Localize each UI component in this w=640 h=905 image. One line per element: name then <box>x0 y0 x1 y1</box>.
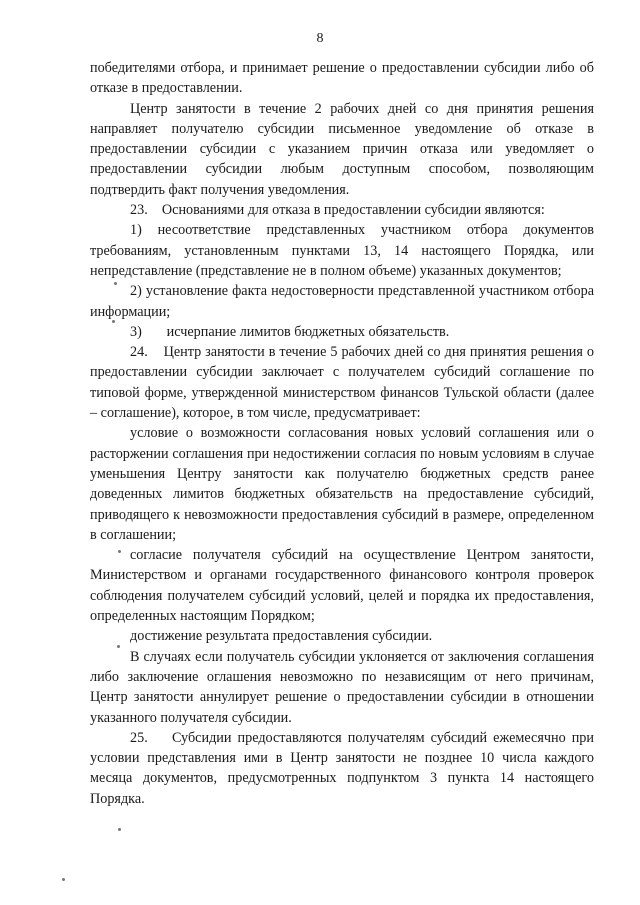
scan-speck <box>112 320 115 323</box>
paragraph-23-item-1: 1) несоответствие представленных участником отбора документов требованиям, установленным пунктами 13, 14 настоящего Порядка, или непредставление (представление не в полном объеме) указанных документов; <box>90 222 594 279</box>
page-number: 8 <box>316 31 324 46</box>
paragraph-24-condition-2: согласие получателя субсидий на осуществление Центром занятости, Министерством и органами государственного финансового контроля проверок соблюдения получателем субсидий условий, целей и порядка их предоставления, определенных настоящим Порядком; <box>90 547 594 625</box>
scan-speck <box>62 878 65 881</box>
paragraph-23: 23. Основаниями для отказа в предоставлении субсидии являются: <box>130 202 545 219</box>
paragraph-24: 24. Центр занятости в течение 5 рабочих дней со дня принятия решения о предоставлении субсидии заключает с получателем субсидий соглашение по типовой форме, утвержденной министерством финансов Тульской области (далее – соглашение), которое, в том числе, предусматривает: <box>90 344 594 422</box>
paragraph-24-condition-1: условие о возможности согласования новых условий соглашения или о расторжении соглашения при недостижении согласия по новым условиям в случае уменьшения Центру занятости как получателю бюджетных средств ранее доведенных лимитов бюджетных обязательств на предоставление субсидий, приводящего к невозможности предоставления субсидий в размере, определенном в соглашении; <box>90 425 594 543</box>
paragraph-23-item-2: 2) установление факта недостоверности представленной участником отбора информации; <box>90 283 594 320</box>
paragraph-25: 25. Субсидии предоставляются получателям субсидий ежемесячно при условии представления ими в Центр занятости не позднее 10 числа каждого месяца документов, предусмотренных подпунктом 3 пункта 14 настоящего Порядка. <box>90 729 594 807</box>
scan-speck <box>118 550 121 553</box>
scan-speck <box>118 828 121 831</box>
paragraph-24-evasion: В случаях если получатель субсидии уклоняется от заключения соглашения либо заключение оглашения невозможно по независящим от него причинам, Центр занятости аннулирует решение о предоставлении субсидии в отношении указанного получателя субсидии. <box>90 648 594 726</box>
paragraph-notification: Центр занятости в течение 2 рабочих дней со дня принятия решения направляет получателю субсидии письменное уведомление об отказе в предоставлении субсидии с указанием причин отказа или уведомляет о предоставлении субсидии любым доступным способом, позволяющим подтвердить факт получения уведомления. <box>90 100 594 198</box>
paragraph-23-item-3: 3) исчерпание лимитов бюджетных обязательств. <box>130 323 450 340</box>
scan-speck <box>114 282 117 285</box>
paragraph-24-condition-3: достижение результата предоставления субсидии. <box>130 628 433 645</box>
paragraph-continuation: победителями отбора, и принимает решение о предоставлении субсидии либо об отказе в предоставлении. <box>90 60 594 97</box>
document-body <box>90 58 594 809</box>
scan-speck <box>117 645 120 648</box>
